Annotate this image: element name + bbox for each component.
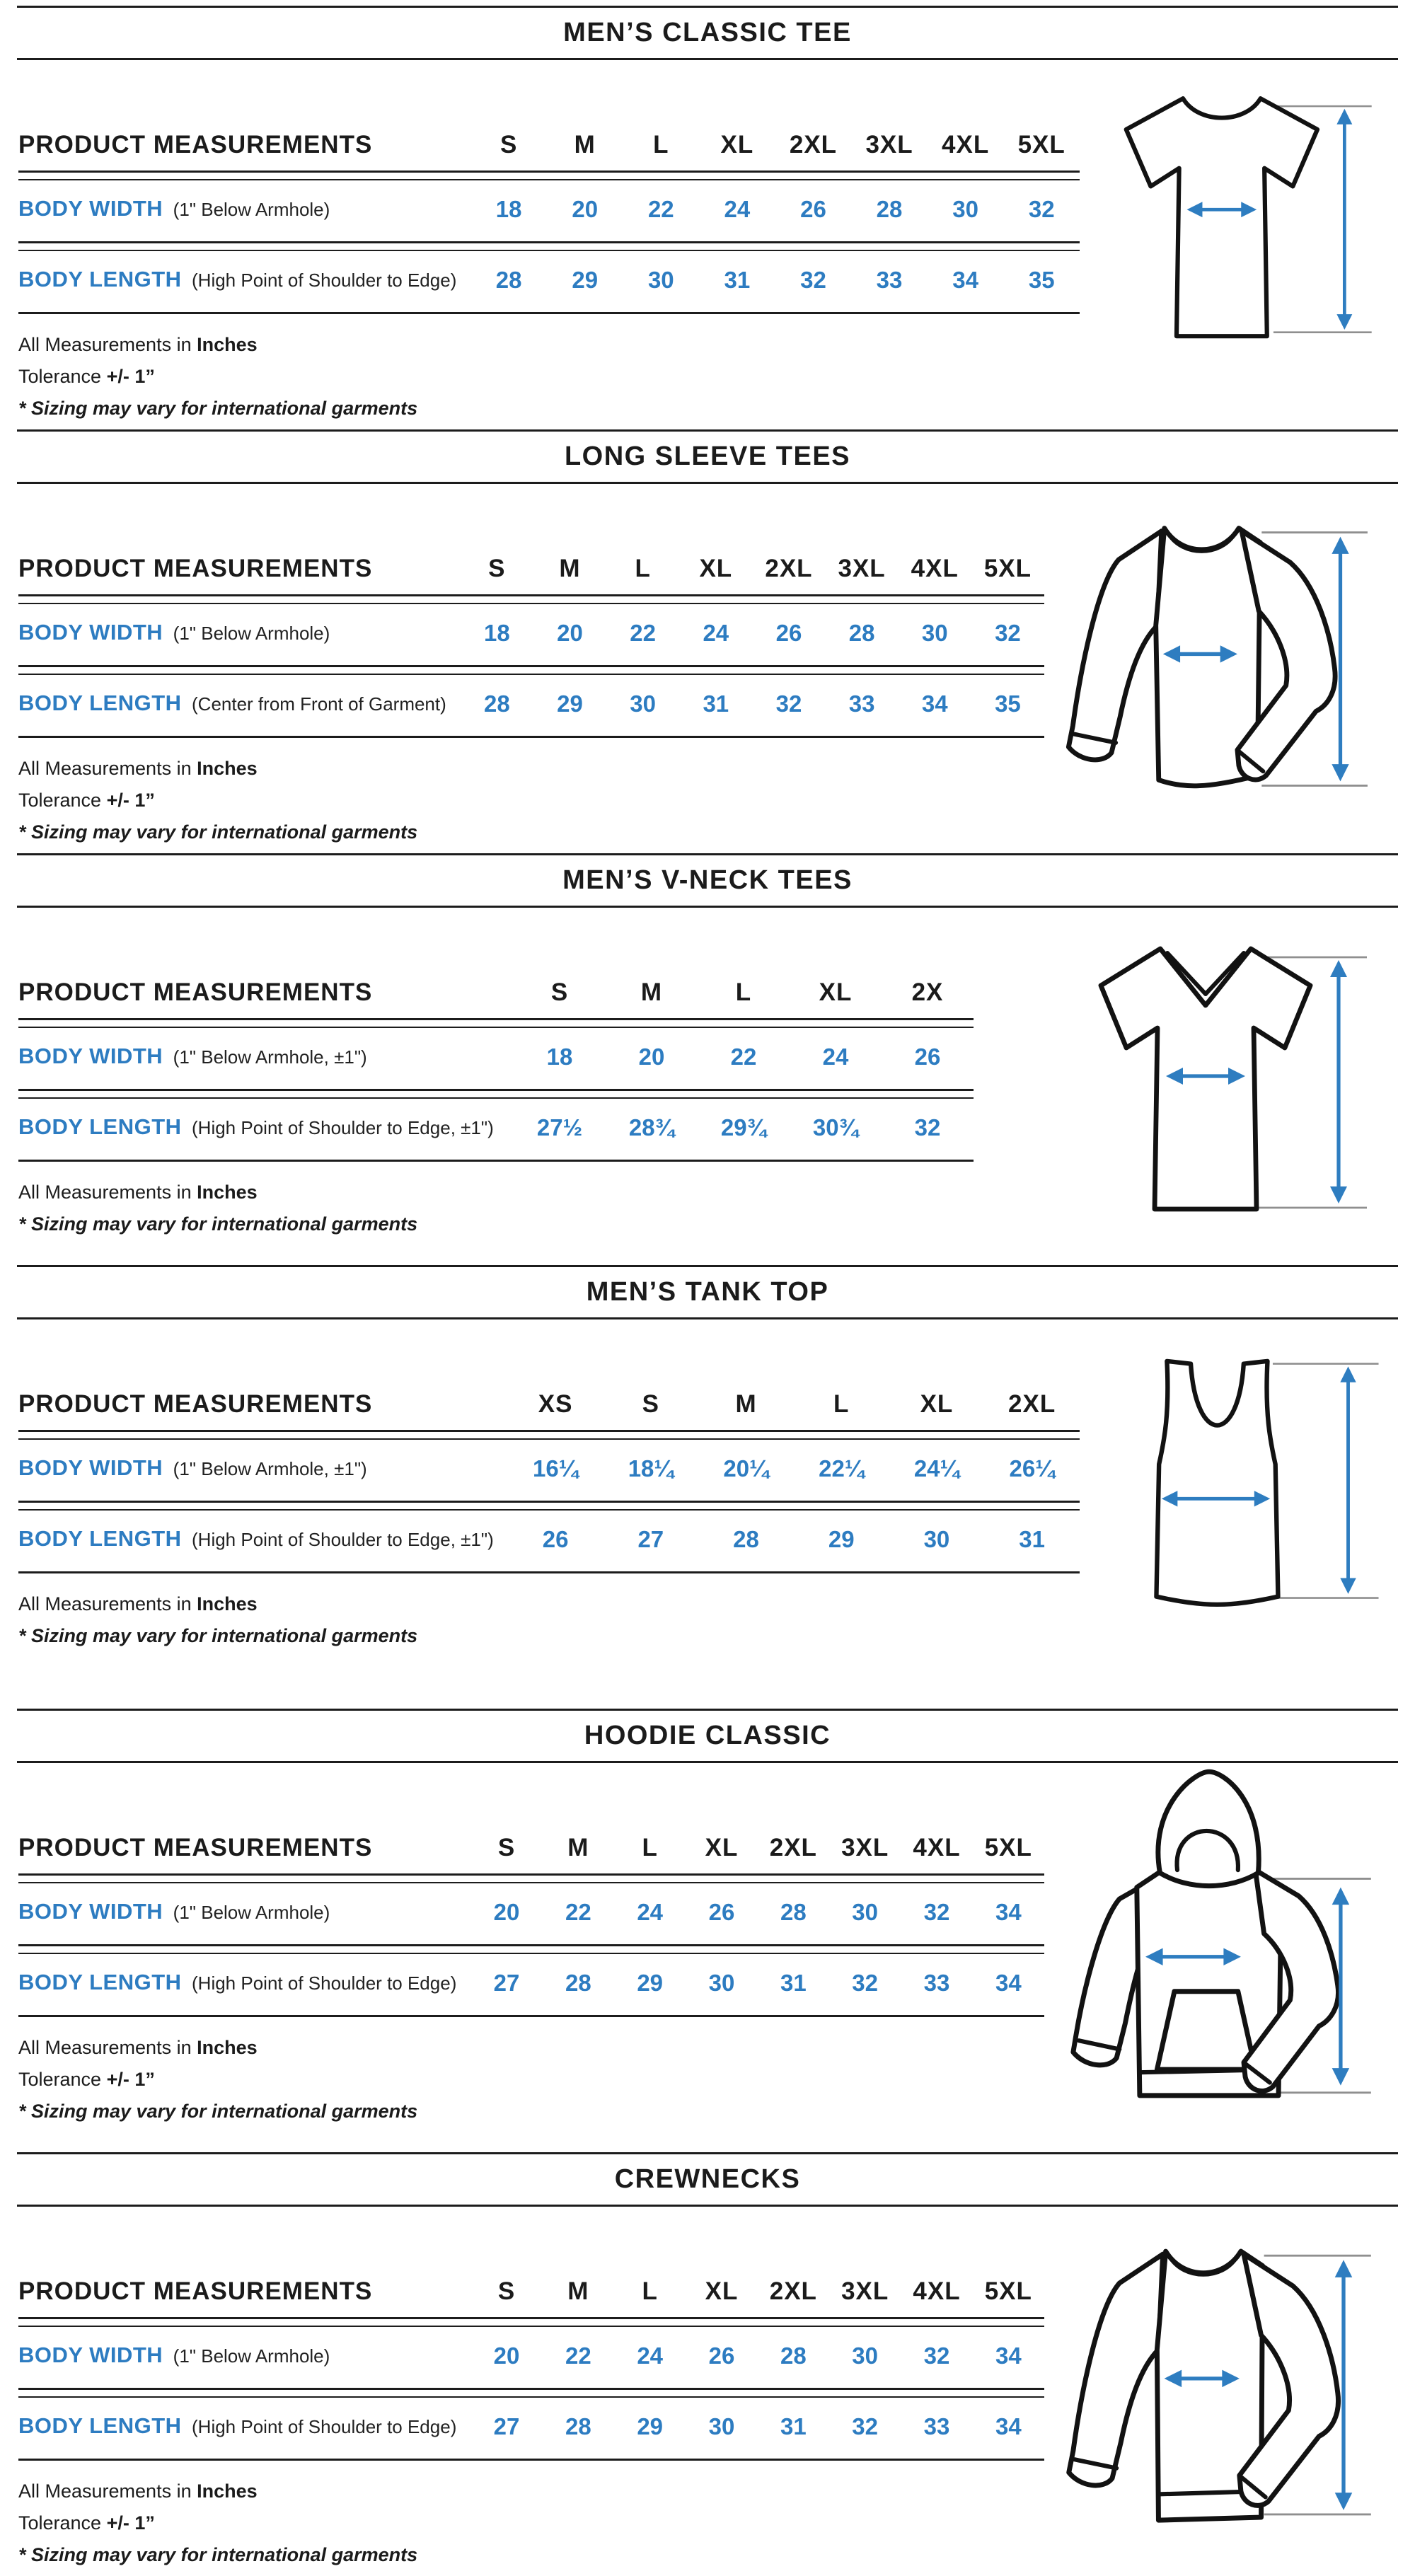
size-value: 31 [703, 691, 729, 717]
left-sleeve-outline [1069, 2254, 1163, 2485]
classic-tee-illustration [1080, 70, 1377, 367]
section-title-band [17, 6, 1398, 60]
table-rule [18, 2388, 1044, 2398]
size-value: 26 [542, 1526, 569, 1552]
kangaroo-pocket [1157, 1992, 1255, 2069]
size-column-header: L [635, 555, 651, 582]
table-rule [18, 1430, 1080, 1440]
row-label-cell [18, 1440, 508, 1501]
table-rule [18, 736, 1044, 738]
size-value: 20 [493, 2343, 520, 2369]
size-value: 30 [923, 1526, 950, 1552]
row-label: BODY WIDTH [18, 196, 163, 221]
size-value: 33 [848, 691, 875, 717]
size-value: 33 [923, 1970, 950, 1996]
footnote-sizing: * Sizing may vary for international garments [18, 1213, 418, 1235]
size-column-header: L [833, 1390, 850, 1418]
size-value: 31 [780, 1970, 807, 1996]
garment-outline [1156, 1361, 1278, 1605]
size-column-header: 5XL [984, 1834, 1032, 1861]
size-value: 22 [565, 1899, 591, 1925]
footnote-tolerance: Tolerance +/- 1” [18, 790, 155, 811]
size-value: 32 [775, 691, 802, 717]
footnote-sizing: * Sizing may vary for international garments [18, 1625, 418, 1646]
size-value: 26¼ [1009, 1455, 1055, 1482]
garment-figure [1044, 2217, 1401, 2549]
footnotes [18, 2480, 1044, 2566]
size-column-header: M [574, 131, 596, 158]
size-column-header: 4XL [942, 131, 990, 158]
size-column-header: XL [720, 131, 754, 158]
row-label-cell [18, 1099, 514, 1160]
footnotes [18, 334, 1080, 420]
size-column-header: 2XL [789, 131, 838, 158]
size-column-header: L [642, 2277, 658, 2305]
size-value: 27½ [536, 1114, 583, 1140]
section-title-band [17, 1709, 1398, 1763]
size-column-header: 5XL [984, 2277, 1032, 2305]
size-column-header: XL [920, 1390, 954, 1418]
size-value: 28 [565, 1970, 591, 1996]
size-column-header: 2X [911, 978, 944, 1006]
size-value: 32 [923, 2343, 950, 2369]
size-value: 30 [630, 691, 657, 717]
table-header-label: PRODUCT MEASUREMENTS [18, 555, 373, 582]
size-column-header: 4XL [913, 2277, 961, 2305]
size-value: 26 [914, 1044, 941, 1070]
row-note: (1" Below Armhole) [173, 2345, 330, 2367]
size-value: 29 [557, 691, 583, 717]
size-value: 20 [572, 196, 599, 222]
size-value: 24 [703, 620, 729, 646]
section-title-band [17, 1265, 1398, 1319]
size-value: 18 [546, 1044, 573, 1070]
size-value: 32 [923, 1899, 950, 1925]
row-label: BODY LENGTH [18, 2413, 182, 2438]
size-value: 28 [848, 620, 875, 646]
size-value: 31 [780, 2413, 807, 2439]
table-rule [18, 2015, 1044, 2017]
size-value: 30 [952, 196, 978, 222]
size-value: 30 [921, 620, 948, 646]
size-column-header: S [550, 978, 569, 1006]
row-label-cell [18, 675, 461, 736]
size-value: 30¾ [812, 1114, 859, 1140]
size-column-header: M [567, 1834, 589, 1861]
table-header-label: PRODUCT MEASUREMENTS [18, 1834, 373, 1861]
size-value: 28¾ [628, 1114, 675, 1140]
row-note: (High Point of Shoulder to Edge) [192, 2416, 457, 2437]
size-column-header: XL [819, 978, 853, 1006]
size-value: 33 [876, 267, 903, 293]
table-rule [18, 1160, 974, 1162]
row-label: BODY LENGTH [18, 1526, 182, 1551]
row-note: (1" Below Armhole) [173, 623, 330, 644]
size-value: 34 [952, 267, 978, 293]
size-column-header: XS [538, 1390, 573, 1418]
footnote-sizing: * Sizing may vary for international garments [18, 398, 418, 419]
row-note: (1" Below Armhole, ±1") [173, 1458, 367, 1479]
size-column-header: S [642, 1390, 659, 1418]
row-label-cell [18, 1883, 470, 1944]
footnote-tolerance: Tolerance +/- 1” [18, 2069, 155, 2090]
row-note: (High Point of Shoulder to Edge) [192, 1973, 457, 1994]
row-label: BODY WIDTH [18, 1455, 163, 1480]
table-rule [18, 1018, 974, 1028]
size-value: 29 [637, 1970, 664, 1996]
size-value: 24 [822, 1044, 849, 1070]
size-column-header: XL [705, 2277, 739, 2305]
size-column-header: L [642, 1834, 658, 1861]
measurements-table [18, 552, 1044, 738]
size-value: 29 [572, 267, 599, 293]
footnote-measurements: All Measurements in Inches [18, 1182, 258, 1203]
measurements-table [18, 1831, 1044, 2017]
row-note: (Center from Front of Garment) [192, 693, 446, 715]
size-column-header: 2XL [1008, 1390, 1056, 1418]
size-value: 22 [730, 1044, 757, 1070]
table-rule [18, 312, 1080, 314]
footnote-measurements: All Measurements in Inches [18, 1593, 258, 1615]
garment-figure [974, 918, 1397, 1243]
row-note: (1" Below Armhole) [173, 1902, 330, 1923]
size-value: 26 [708, 2343, 735, 2369]
footnote-measurements: All Measurements in Inches [18, 758, 258, 779]
garment-figure [1044, 1773, 1401, 2127]
footnote-sizing: * Sizing may vary for international garments [18, 2544, 418, 2565]
size-column-header: S [488, 555, 506, 582]
size-value: 18¼ [628, 1455, 674, 1482]
size-value: 20 [557, 620, 583, 646]
footnotes [18, 2037, 1044, 2122]
size-value: 28 [780, 1899, 807, 1925]
size-value: 34 [995, 1970, 1022, 1996]
size-value: 24 [637, 1899, 664, 1925]
row-label-cell [18, 180, 470, 241]
long-sleeve-tee-illustration [1044, 494, 1373, 823]
size-value: 30 [852, 1899, 879, 1925]
table-header-label: PRODUCT MEASUREMENTS [18, 978, 373, 1006]
row-label-cell [18, 604, 461, 665]
table-rule [18, 1501, 1080, 1511]
size-value: 28 [565, 2413, 591, 2439]
garment-outline [1126, 98, 1317, 336]
measurements-table [18, 976, 974, 1162]
row-note: (1" Below Armhole, ±1") [173, 1046, 367, 1068]
size-value: 20¼ [723, 1455, 769, 1482]
size-column-header: 3XL [841, 1834, 889, 1861]
section-tank-top [0, 1265, 1415, 1709]
size-value: 35 [995, 691, 1021, 717]
row-note: (High Point of Shoulder to Edge) [192, 270, 457, 291]
size-value: 28 [483, 691, 510, 717]
length-arrow [1340, 1366, 1356, 1594]
garment-figure [1044, 494, 1397, 823]
section-title-band [17, 2152, 1398, 2207]
size-value: 34 [921, 691, 948, 717]
section-v-neck-tees [0, 853, 1415, 1265]
left-sleeve-outline [1068, 531, 1161, 760]
size-value: 28 [495, 267, 522, 293]
size-value: 27 [493, 2413, 520, 2439]
size-column-header: 3XL [865, 131, 913, 158]
size-value: 34 [995, 2343, 1022, 2369]
row-label: BODY LENGTH [18, 1970, 182, 1994]
table-rule [18, 171, 1080, 180]
row-note: (High Point of Shoulder to Edge, ±1") [192, 1117, 494, 1138]
size-column-header: M [559, 555, 581, 582]
size-value: 28 [876, 196, 903, 222]
table-rule [18, 2459, 1044, 2461]
size-value: 32 [852, 2413, 879, 2439]
table-rule [18, 1571, 1080, 1573]
table-rule [18, 2317, 1044, 2327]
size-column-header: S [497, 1834, 516, 1861]
section-title: LONG SLEEVE TEES [564, 441, 851, 471]
section-title-band [17, 429, 1398, 484]
size-column-header: L [735, 978, 752, 1006]
size-column-header: 4XL [911, 555, 959, 582]
table-rule [18, 1944, 1044, 1954]
size-value: 16¼ [533, 1455, 579, 1482]
size-column-header: 5XL [983, 555, 1032, 582]
size-value: 34 [995, 1899, 1022, 1925]
size-column-header: 2XL [765, 555, 813, 582]
hoodie-illustration [1044, 1766, 1377, 2127]
table-rule [18, 241, 1080, 251]
row-label-cell [18, 2327, 470, 2388]
footnotes [18, 758, 1044, 843]
section-title: MEN’S V-NECK TEES [562, 865, 853, 895]
crewneck-illustration [1044, 2217, 1377, 2549]
size-column-header: XL [699, 555, 733, 582]
footnote-measurements: All Measurements in Inches [18, 2037, 258, 2058]
size-column-header: M [735, 1390, 757, 1418]
footnote-tolerance: Tolerance +/- 1” [18, 2512, 155, 2534]
length-arrow [1330, 960, 1347, 1203]
section-title-band [17, 853, 1398, 908]
section-long-sleeve-tees [0, 429, 1415, 853]
section-title: HOODIE CLASSIC [584, 1721, 831, 1750]
size-value: 29 [828, 1526, 855, 1552]
garment-figure [1080, 1329, 1408, 1634]
size-column-header: S [499, 131, 518, 158]
size-value: 34 [995, 2413, 1022, 2439]
size-column-header: L [653, 131, 669, 158]
size-value: 30 [708, 2413, 735, 2439]
row-label-cell [18, 1511, 508, 1571]
section-title: MEN’S TANK TOP [586, 1277, 829, 1307]
size-value: 24¼ [913, 1455, 960, 1482]
size-value: 32 [914, 1114, 941, 1140]
size-value: 22 [647, 196, 674, 222]
v-neck-tee-illustration [1047, 918, 1373, 1243]
size-column-header: 5XL [1017, 131, 1065, 158]
footnotes [18, 1593, 1080, 1647]
size-value: 32 [995, 620, 1021, 646]
row-label-cell [18, 251, 470, 312]
size-value: 32 [800, 267, 826, 293]
table-header-label: PRODUCT MEASUREMENTS [18, 2277, 373, 2305]
section-title: MEN’S CLASSIC TEE [563, 18, 852, 47]
size-value: 29 [637, 2413, 664, 2439]
size-value: 22 [565, 2343, 591, 2369]
table-rule [18, 1089, 974, 1099]
table-header-label: PRODUCT MEASUREMENTS [18, 1390, 373, 1418]
garment-outline [1101, 949, 1310, 1209]
footnote-measurements: All Measurements in Inches [18, 334, 258, 355]
section-crewnecks [0, 2152, 1415, 2576]
size-value: 29¾ [720, 1114, 767, 1140]
size-column-header: 2XL [769, 2277, 817, 2305]
size-value: 24 [637, 2343, 664, 2369]
size-value: 26 [708, 1899, 735, 1925]
row-label: BODY LENGTH [18, 691, 182, 715]
size-value: 18 [495, 196, 522, 222]
size-value: 35 [1028, 267, 1055, 293]
size-column-header: M [567, 2277, 589, 2305]
garment-figure [1080, 70, 1401, 367]
size-column-header: 4XL [913, 1834, 961, 1861]
row-label: BODY WIDTH [18, 620, 163, 645]
size-value: 30 [647, 267, 674, 293]
row-label-cell [18, 2398, 470, 2459]
size-value: 27 [493, 1970, 520, 1996]
size-value: 20 [493, 1899, 520, 1925]
footnote-tolerance: Tolerance +/- 1” [18, 366, 155, 387]
tank-top-illustration [1080, 1329, 1384, 1634]
size-value: 31 [724, 267, 751, 293]
size-value: 18 [483, 620, 510, 646]
size-value: 20 [638, 1044, 665, 1070]
size-value: 27 [637, 1526, 664, 1552]
size-value: 32 [852, 1970, 879, 1996]
size-column-header: XL [705, 1834, 739, 1861]
row-label: BODY WIDTH [18, 1044, 163, 1068]
length-arrow [1336, 109, 1352, 330]
row-label: BODY LENGTH [18, 1114, 182, 1139]
size-value: 30 [852, 2343, 879, 2369]
section-classic-tee [0, 6, 1415, 429]
table-rule [18, 665, 1044, 675]
size-value: 24 [724, 196, 751, 222]
measurements-table [18, 1387, 1080, 1573]
row-label: BODY WIDTH [18, 2343, 163, 2367]
row-label: BODY LENGTH [18, 267, 182, 291]
size-column-header: M [640, 978, 663, 1006]
size-value: 28 [733, 1526, 759, 1552]
measurements-table [18, 2275, 1044, 2461]
footnote-sizing: * Sizing may vary for international garments [18, 821, 418, 843]
size-column-header: 2XL [769, 1834, 817, 1861]
size-value: 22 [630, 620, 657, 646]
size-value: 31 [1019, 1526, 1045, 1552]
size-value: 26 [800, 196, 826, 222]
table-rule [18, 1873, 1044, 1883]
size-value: 22¼ [819, 1455, 865, 1482]
hood-outline [1158, 1772, 1259, 1885]
footnote-sizing: * Sizing may vary for international garments [18, 2101, 418, 2122]
size-value: 33 [923, 2413, 950, 2439]
table-header-label: PRODUCT MEASUREMENTS [18, 131, 373, 158]
size-column-header: 3XL [838, 555, 886, 582]
section-hoodie-classic [0, 1709, 1415, 2152]
section-title: CREWNECKS [614, 2164, 801, 2194]
size-column-header: 3XL [841, 2277, 889, 2305]
size-column-header: S [497, 2277, 516, 2305]
measurements-table [18, 128, 1080, 314]
size-value: 26 [775, 620, 802, 646]
table-rule [18, 594, 1044, 604]
size-value: 30 [708, 1970, 735, 1996]
size-value: 32 [1028, 196, 1055, 222]
footnotes [18, 1182, 974, 1235]
row-note: (High Point of Shoulder to Edge, ±1") [192, 1529, 494, 1550]
row-note: (1" Below Armhole) [173, 199, 330, 220]
row-label: BODY WIDTH [18, 1899, 163, 1924]
footnote-measurements: All Measurements in Inches [18, 2480, 258, 2502]
size-value: 28 [780, 2343, 807, 2369]
row-label-cell [18, 1028, 514, 1089]
row-label-cell [18, 1954, 470, 2015]
